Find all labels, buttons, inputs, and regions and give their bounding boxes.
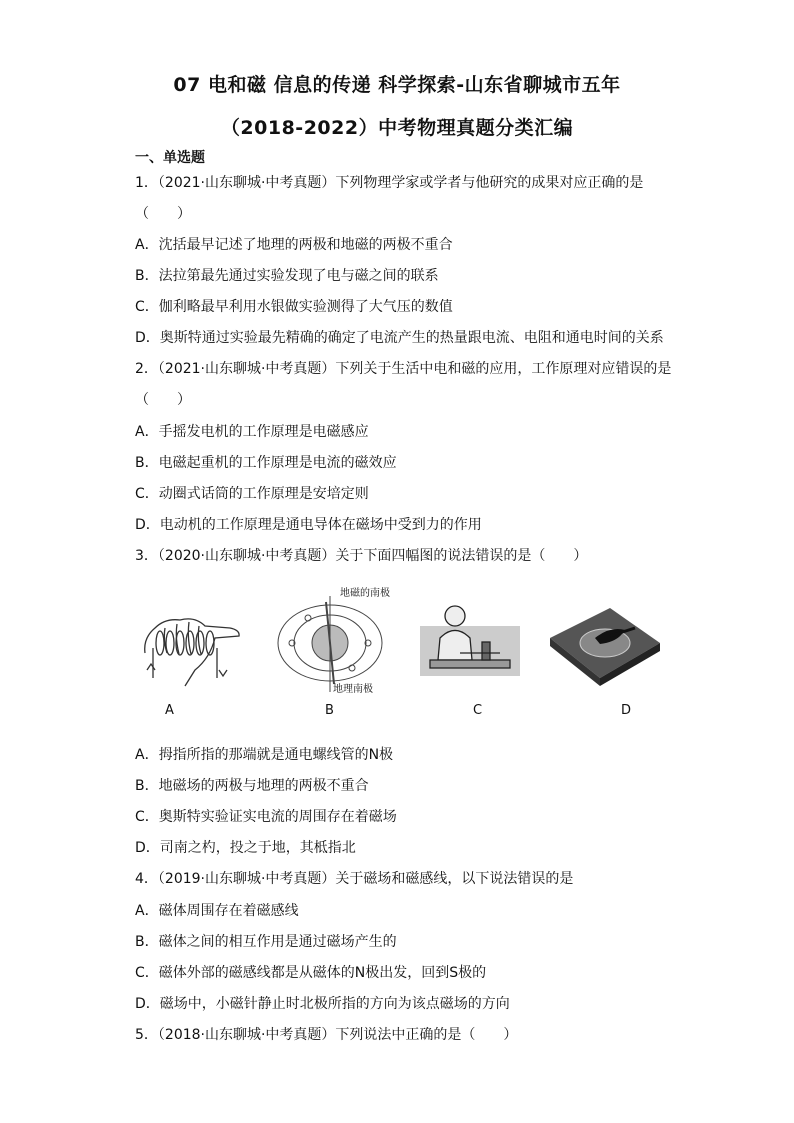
figure-d-sinan-compass [540,598,665,693]
figure-a-solenoid-hand [135,598,247,688]
q2-paren: （ ） [135,392,191,408]
q4-option-b: B．磁体之间的相互作用是通过磁场产生的 [135,934,397,950]
q3-option-a: A．拇指所指的那端就是通电螺线管的N极 [135,747,394,763]
q2-stem: 2．（2021·山东聊城·中考真题）下列关于生活中电和磁的应用，工作原理对应错误的是 [135,361,672,377]
q1-option-d: D．奥斯特通过实验最先精确的确定了电流产生的热量跟电流、电阻和通电时间的关系 [135,330,664,346]
q3-option-d: D．司南之杓，投之于地，其柢指北 [135,840,356,856]
q1-option-c: C．伽利略最早利用水银做实验测得了大气压的数值 [135,299,453,315]
q3-figures [135,588,665,698]
figure-label-b: B [325,703,334,718]
q1-paren: （ ） [135,206,191,222]
q1-stem: 1．（2021·山东聊城·中考真题）下列物理学家或学者与他研究的成果对应正确的是 [135,175,644,191]
q4-stem: 4．（2019·山东聊城·中考真题）关于磁场和磁感线，以下说法错误的是 [135,871,574,887]
figure-b-top-label: 地磁的南极 [340,588,390,599]
paper-title-line1: 07 电和磁 信息的传递 科学探索-山东省聊城市五年 [173,74,621,96]
q3-option-b: B．地磁场的两极与地理的两极不重合 [135,778,369,794]
q2-option-c: C．动圈式话筒的工作原理是安培定则 [135,486,369,502]
figure-label-a: A [165,703,174,718]
q4-option-d: D．磁场中，小磁针静止时北极所指的方向为该点磁场的方向 [135,996,510,1012]
q1-option-b: B．法拉第最先通过实验发现了电与磁之间的联系 [135,268,439,284]
q3-stem: 3．（2020·山东聊城·中考真题）关于下面四幅图的说法错误的是（ ） [135,548,588,564]
q2-option-b: B．电磁起重机的工作原理是电流的磁效应 [135,455,397,471]
q2-option-d: D．电动机的工作原理是通电导体在磁场中受到力的作用 [135,517,482,533]
paper-title-line2: （2018-2022）中考物理真题分类汇编 [220,117,574,139]
figure-b-bottom-label: 地理南极 [333,684,373,695]
q1-option-a: A．沈括最早记述了地理的两极和地磁的两极不重合 [135,237,453,253]
figure-label-c: C [473,703,483,718]
q3-option-c: C．奥斯特实验证实电流的周围存在着磁场 [135,809,397,825]
q5-stem: 5．（2018·山东聊城·中考真题）下列说法中正确的是（ ） [135,1027,518,1043]
figure-c-oersted-experiment [420,598,520,688]
q2-option-a: A．手摇发电机的工作原理是电磁感应 [135,424,369,440]
figure-label-d: D [621,703,632,718]
q4-option-c: C．磁体外部的磁感线都是从磁体的N极出发，回到S极的 [135,965,487,981]
section-heading: 一、单选题 [135,150,205,166]
q4-option-a: A．磁体周围存在着磁感线 [135,903,299,919]
